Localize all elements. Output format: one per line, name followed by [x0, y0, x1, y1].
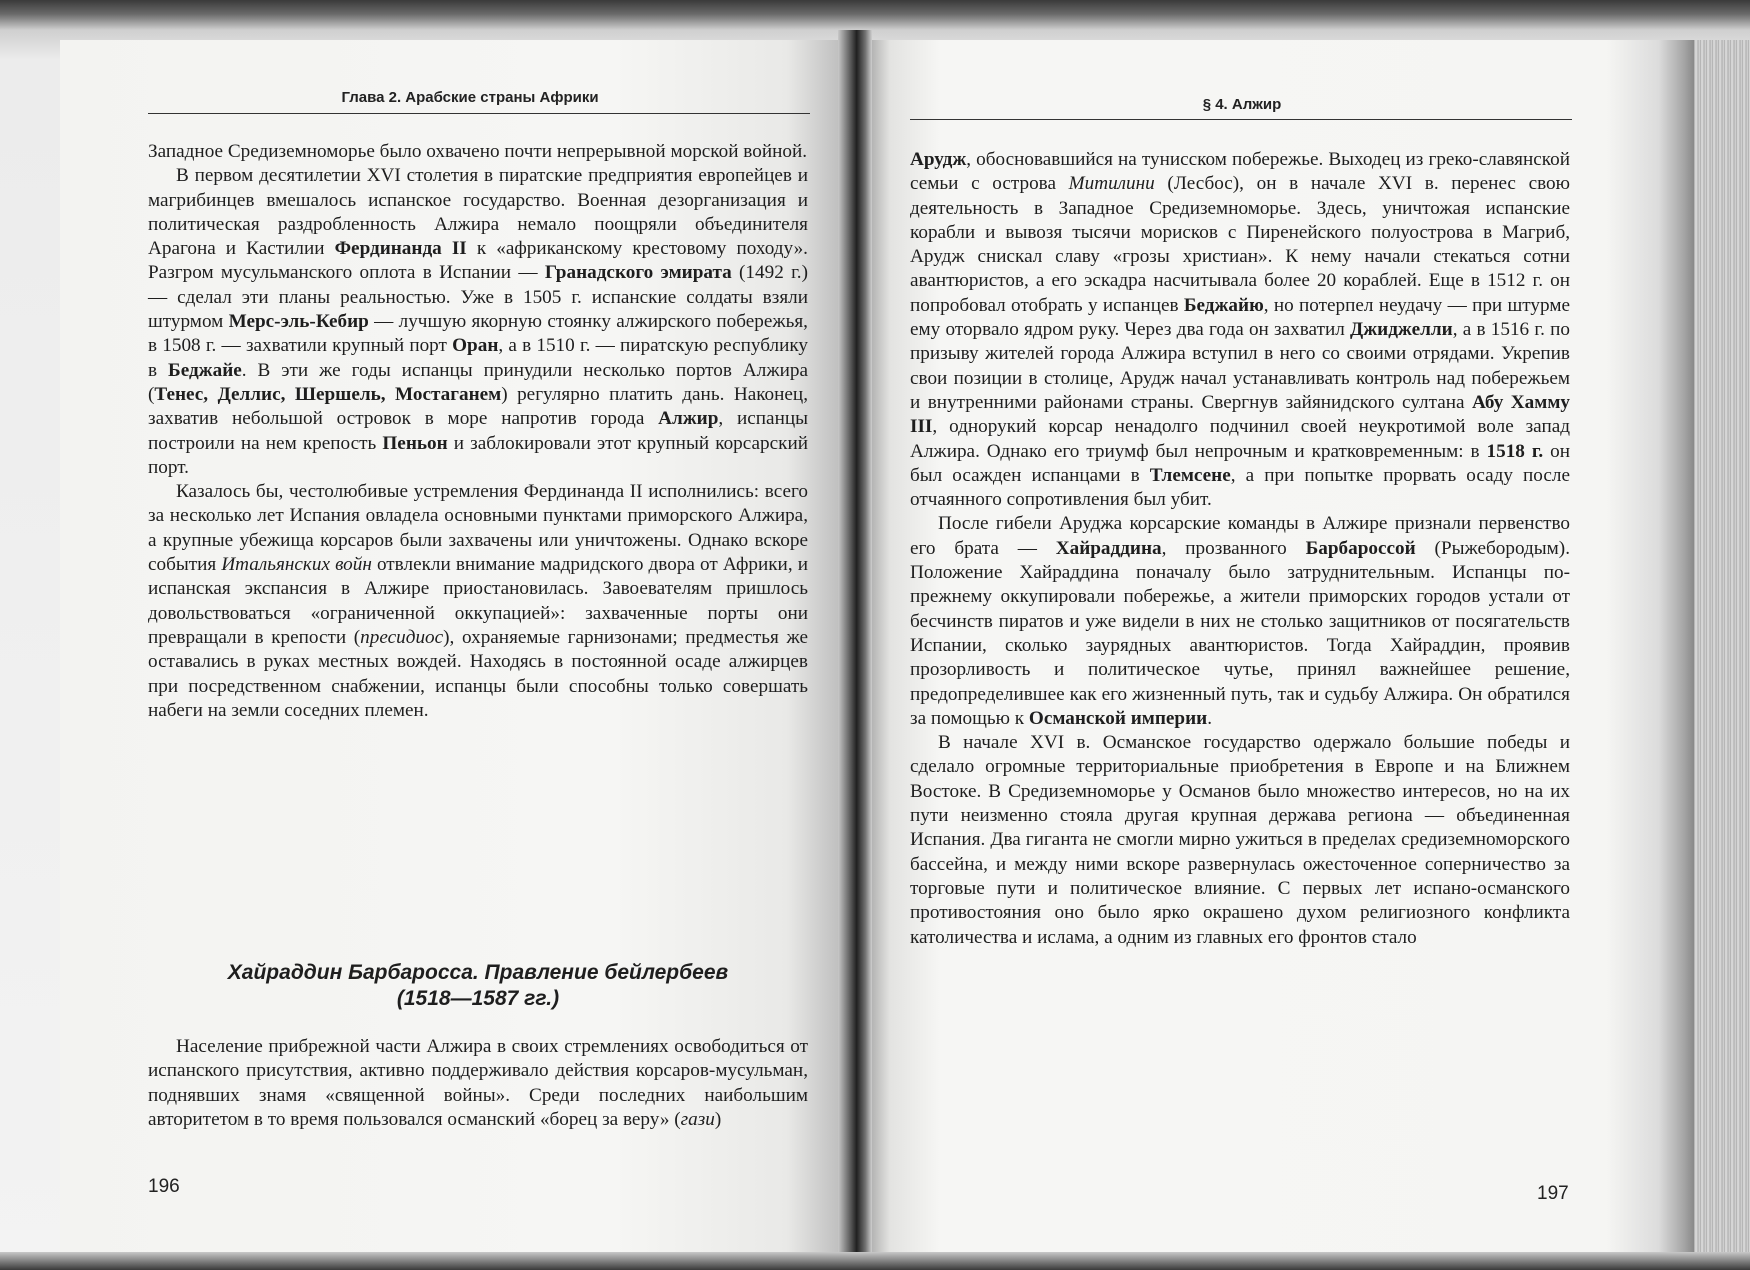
section-heading — [148, 960, 808, 1012]
book-spine-gutter — [838, 30, 872, 1270]
right-text-block — [910, 148, 1570, 950]
left-paragraph-4: Население прибрежной части Алжира в своих стремлениях освободиться от испанского присутствия, активно поддерживало действия корсаров-мусульман, поднявших знамя «священной войны». Среди последних наибольшим авторитетом в то время пользовался османский «борец за веру» (гази) — [148, 1036, 808, 1130]
right-running-head: § 4. Алжир — [1202, 96, 1282, 113]
right-paragraph-2: После гибели Аруджа корсарские команды в Алжире признали первенство его брата — Хайраддина, прозванного Барбароссой (Рыжебородым). Положение Хайраддина поначалу было затруднительным. Испанцы по-прежнему оккупировали побережье, а жители приморских городов устали от бесчинств пиратов и уже видели в них не столько защитников от посягательств Испании, сколько заурядных авантюристов. Тогда Хайраддин, проявив прозорливость и политическое чутье, принял важнейшее решение, предопределившее как его жизненный путь, так и судьбу Алжира. Он обратился за помощью к Османской империи. — [910, 513, 1570, 729]
left-text-block-1 — [148, 140, 808, 723]
left-running-head: Глава 2. Арабские страны Африки — [341, 89, 599, 106]
left-text-block-2 — [148, 1035, 808, 1132]
right-paragraph-3: В начале XVI в. Османское государство одержало большие победы и сделало огромные территориальные приобретения в Европе и на Ближнем Востоке. В Средиземноморье у Османов было множество интересов, но на их пути неизменно стояла другая крупная держава региона — объединенная Испания. Два гиганта не смогли мирно ужиться в пределах средиземноморского бассейна, и между ними вскоре развернулась ожесточенное соперничество за торговые пути и политическое влияние. С первых лет испано-османского противостояния оно было ярко окрашено духом религиозного конфликта католичества и ислама, а одним из главных его фронтов стало — [910, 732, 1570, 948]
left-header-rule — [148, 113, 810, 114]
section-heading-line-2: (1518—1587 гг.) — [396, 987, 560, 1010]
left-paragraph-1: Западное Средиземноморье было охвачено почти непрерывной морской войной. — [148, 141, 808, 162]
section-heading-line-1: Хайраддин Барбаросса. Правление бейлербеев — [227, 961, 729, 984]
left-paragraph-2: В первом десятилетии XVI столетия в пиратские предприятия европейцев и магрибинцев вмешалось испанское государство. Военная дезорганизация и политическая раздробленность Алжира немало поощряли объединителя Арагона и Кастилии Фердинанда II к «африканскому крестовому походу». Разгром мусульманского оплота в Испании — Гранадского эмирата (1492 г.) — сделал эти планы реальностью. Уже в 1505 г. испанские солдаты взяли штурмом Мерс-эль-Кебир — лучшую якорную стоянку алжирского побережья, в 1508 г. — захватили крупный порт Оран, а в 1510 г. — пиратскую республику в Беджайе. В эти же годы испанцы принудили несколько портов Алжира (Тенес, Деллис, Шершель, Мостаганем) регулярно платить дань. Наконец, захватив небольшой островок в море напротив города Алжир, испанцы построили на нем крепость Пеньон и заблокировали этот крупный корсарский порт. — [148, 165, 808, 478]
page-edges — [1694, 40, 1750, 1270]
right-page-number: 197 — [1537, 1183, 1569, 1204]
right-header-rule — [910, 119, 1572, 120]
left-paragraph-3: Казалось бы, честолюбивые устремления Фердинанда II исполнились: всего за несколько лет Испания овладела основными пунктами приморского Алжира, а крупные убежища корсаров были захвачены или уничтожены. Однако вскоре события Итальянских войн отвлекли внимание мадридского двора от Африки, и испанская экспансия в Алжире приостановилась. Завоевателям пришлось довольствоваться «ограниченной оккупацией»: захваченные порты они превращали в крепости (пресидиос), охраняемые гарнизонами; предместья же оставались в руках местных вождей. Находясь в постоянной осаде алжирцев при посредственном снабжении, испанцы были способны только совершать набеги на земли соседних племен. — [148, 481, 809, 721]
right-paragraph-1: Арудж, обосновавшийся на тунисском побережье. Выходец из греко-славянской семьи с острова Митилини (Лесбос), он в начале XVI в. перенес свою деятельность в Западное Средиземноморье. Здесь, уничтожая испанские корабли и вывозя тысячи морисков с Пиренейского полуострова в Магриб, Арудж снискал славу «грозы христиан». К нему начали стекаться сотни авантюристов, а его эскадра насчитывала более 20 кораблей. Еще в 1512 г. он попробовал отобрать у испанцев Беджайю, но потерпел неудачу — при штурме ему оторвало ядром руку. Через два года он захватил Джиджелли, а в 1516 г. по призыву жителей города Алжира вступил в него со своими отрядами. Укрепив свои позиции в столице, Арудж начал устанавливать контроль над побережьем и внутренними районами страны. Свергнув зайянидского султана Абу Хамму III, однорукий корсар ненадолго подчинил своей неукротимой воле запад Алжира. Однако его триумф был непрочным и кратковременным: в 1518 г. он был осажден испанцами в Тлемсене, а при попытке прорвать осаду после отчаянного сопротивления был убит. — [910, 149, 1570, 511]
bottom-shadow — [0, 1252, 1750, 1270]
left-page-number: 196 — [148, 1176, 180, 1197]
